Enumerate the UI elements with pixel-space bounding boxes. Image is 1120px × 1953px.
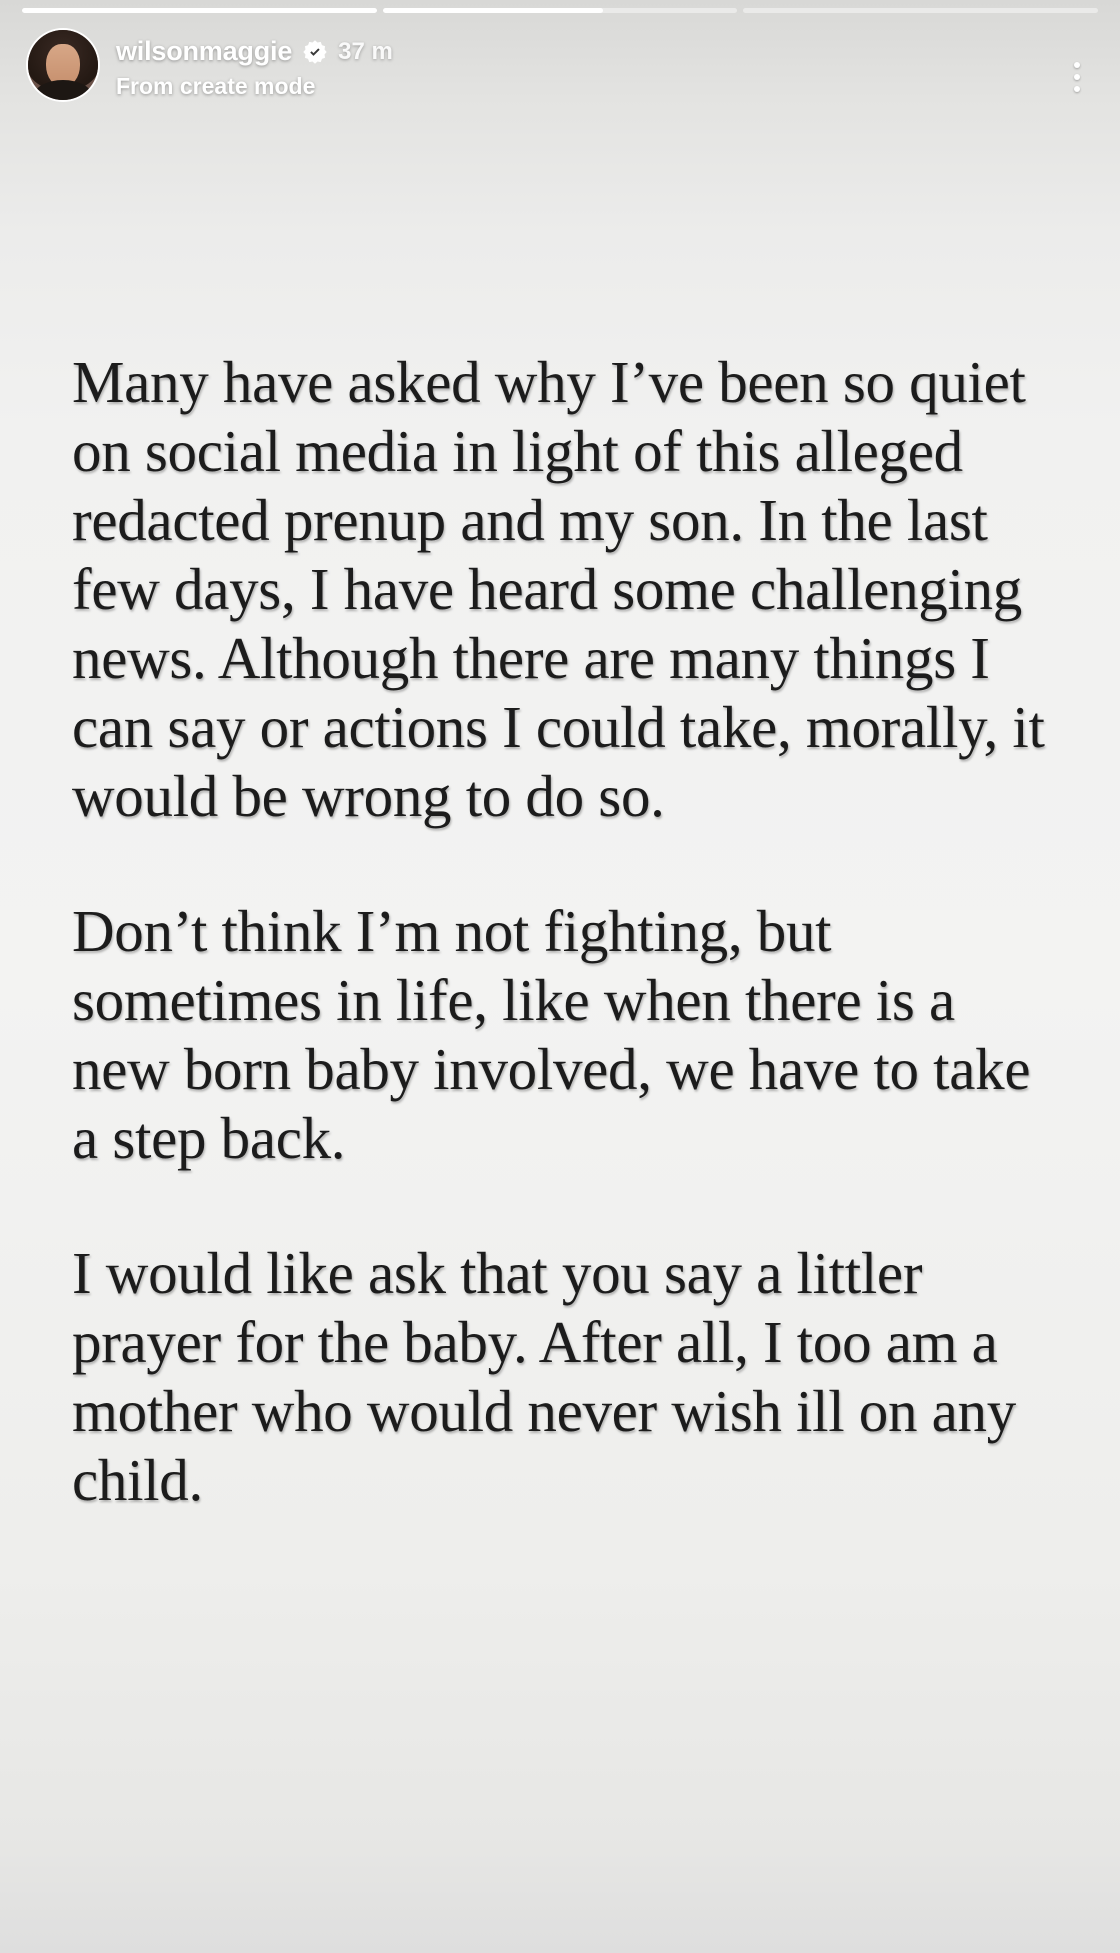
more-options-icon[interactable] (1060, 56, 1094, 98)
story-progress-segment-1[interactable] (22, 8, 377, 13)
avatar-image (28, 30, 98, 100)
story-timestamp: 37 m (338, 37, 393, 65)
verified-badge-icon (302, 39, 328, 65)
story-header (0, 22, 1120, 118)
username-label[interactable]: wilsonmaggie (116, 36, 293, 66)
more-dot (1074, 62, 1080, 68)
story-text-body (72, 348, 1060, 1515)
more-dot (1074, 86, 1080, 92)
avatar[interactable] (26, 28, 100, 102)
story-header-text (116, 36, 393, 100)
story-paragraph-3: I would like ask that you say a littler prayer for the baby. After all, I too am a mother who would never wish ill on any child. (72, 1240, 1016, 1513)
story-paragraph-2: Don’t think I’m not fighting, but sometimes in life, like when there is a new born baby involved, we have to take a step back. (72, 898, 1031, 1171)
more-dot (1074, 74, 1080, 80)
story-paragraph-1: Many have asked why I’ve been so quiet on social media in light of this alleged redacted prenup and my son. In the last few days, I have heard some challenging news. Although there are many things I can say or actions I could take, morally, it would be wrong to do so. (72, 349, 1045, 829)
story-progress-segment-3[interactable] (743, 8, 1098, 13)
story-progress-bar (22, 8, 1098, 13)
story-source-label: From create mode (116, 73, 316, 99)
story-header-primary-line (116, 36, 393, 67)
story-progress-fill (22, 8, 377, 13)
story-progress-segment-2[interactable] (383, 8, 738, 13)
story-progress-fill (383, 8, 603, 13)
